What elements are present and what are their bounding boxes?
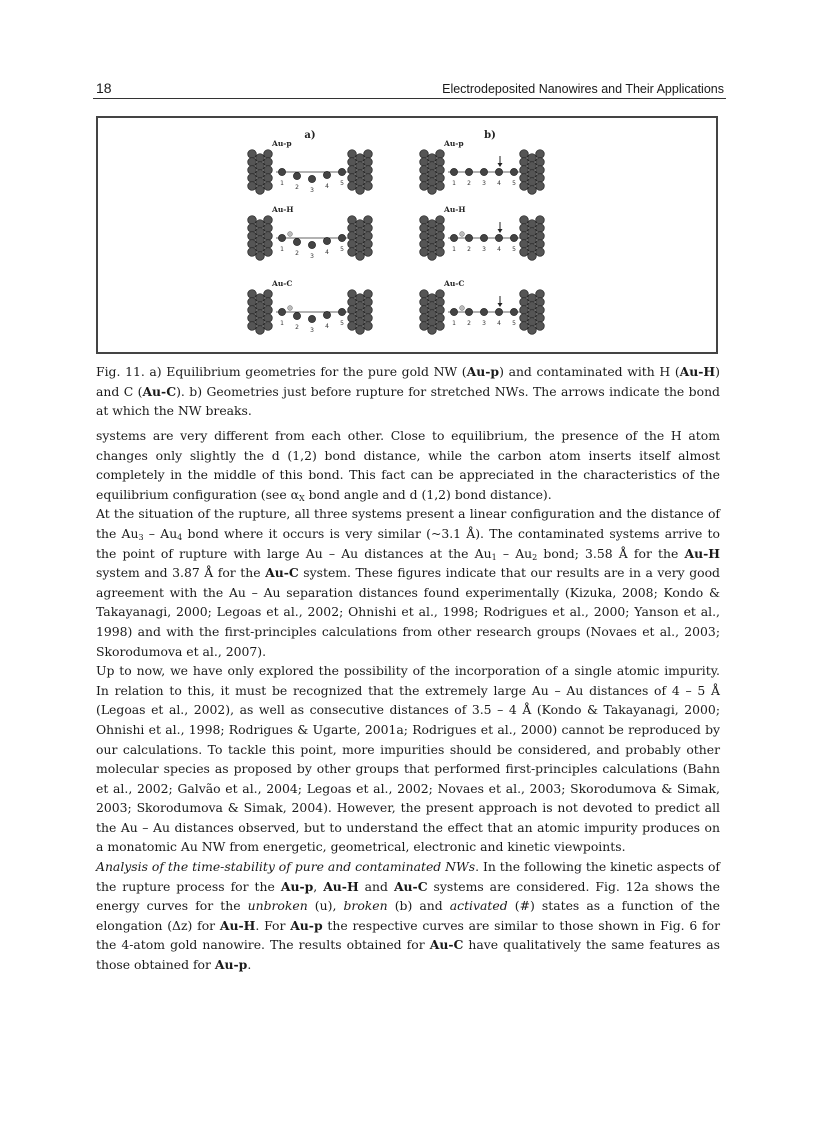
electrode-atom xyxy=(428,252,437,261)
electrode-atom xyxy=(248,306,257,315)
electrode-atom xyxy=(420,158,429,167)
impurity-atom xyxy=(460,306,465,311)
system-label: Au-H xyxy=(444,205,466,214)
electrode-atom xyxy=(536,314,545,323)
electrode-atom xyxy=(264,322,273,331)
atom-number: 5 xyxy=(340,180,344,187)
electrode-atom xyxy=(364,298,373,307)
electrode-atom xyxy=(528,326,537,335)
caption-au-c: Au-C xyxy=(142,383,177,399)
electrode-atom xyxy=(348,322,357,331)
electrode-atom xyxy=(356,154,365,163)
impurity-atom xyxy=(460,232,465,237)
electrode-atom xyxy=(364,166,373,175)
electrode-atom xyxy=(420,314,429,323)
chain-atom xyxy=(510,234,517,241)
atom-number: 5 xyxy=(340,246,344,253)
atom-number: 2 xyxy=(467,246,471,253)
chain-atom xyxy=(323,311,330,318)
rupture-arrow-head xyxy=(498,303,503,307)
electrode-atom xyxy=(248,248,257,257)
electrode-atom xyxy=(256,162,265,171)
electrode-atom xyxy=(520,248,529,257)
atom-number: 1 xyxy=(280,320,284,327)
electrode-atom xyxy=(356,318,365,327)
electrode-atom xyxy=(520,240,529,249)
electrode-atom xyxy=(248,314,257,323)
electrode-atom xyxy=(536,174,545,183)
atom-number: 1 xyxy=(452,180,456,187)
electrode-atom xyxy=(436,224,445,233)
electrode-atom xyxy=(528,294,537,303)
electrode-atom xyxy=(364,232,373,241)
electrode-atom xyxy=(420,174,429,183)
electrode-atom xyxy=(348,298,357,307)
atom-number: 4 xyxy=(325,249,329,256)
electrode-atom xyxy=(248,322,257,331)
system-label: Au-C xyxy=(444,279,465,288)
electrode-atom xyxy=(528,244,537,253)
paragraph-3: Up to now, we have only explored the possibility of the incorporation of a single atomic impurity. In relation to this, it must be recognized that the extremely large Au – Au distances of 4 – 5 Å (Legoas et al., 2002), as well as consecutive distances of 3.5 – 4 Å (Kondo & Takayanagi, 2000; Ohnishi et al., 1998; Rodrigues & Ugarte, 2001a; Rodrigues et al., 2000) cannot be reproduced by our calculations. To tackle this point, more impurities should be considered, and probably other molecular species as proposed by other groups that performed first-principles calculations (Bahn et al., 2002; Galvão et al., 2004; Legoas et al., 2002; Novaes et al., 2003; Skorodumova & Simak, 2003; Skorodumova & Simak, 2004). However, the present approach is not devoted to predict all the Au – Au distances observed, but to understand the effect that an atomic impurity produces on a monatomic Au NW from energetic, geometrical, electronic and kinetic viewpoints. xyxy=(96,663,720,855)
electrode-atom xyxy=(264,174,273,183)
atom-number: 3 xyxy=(482,320,486,327)
electrode-atom xyxy=(528,186,537,195)
electrode-atom xyxy=(528,310,537,319)
electrode-atom xyxy=(420,150,429,159)
caption-au-h: Au-H xyxy=(679,364,716,379)
chain-atom xyxy=(338,308,345,315)
electrode-atom xyxy=(520,158,529,167)
electrode-atom xyxy=(420,306,429,315)
electrode-atom xyxy=(356,178,365,187)
electrode-atom xyxy=(256,252,265,261)
electrode-atom xyxy=(348,240,357,249)
electrode-atom xyxy=(256,186,265,195)
electrode-atom xyxy=(520,232,529,241)
electrode-atom xyxy=(520,322,529,331)
electrode-atom xyxy=(436,290,445,299)
electrode-atom xyxy=(536,166,545,175)
electrode-atom xyxy=(256,170,265,179)
section-heading: Analysis of the time-stability of pure and contaminated NWs xyxy=(96,859,476,875)
chain-atom xyxy=(278,168,285,175)
electrode-atom xyxy=(520,174,529,183)
atom-number: 2 xyxy=(295,184,299,191)
electrode-atom xyxy=(420,182,429,191)
electrode-atom xyxy=(436,298,445,307)
atom-number: 4 xyxy=(497,246,501,253)
chain-atom xyxy=(308,315,315,322)
panel-a-label: a) xyxy=(304,130,316,141)
atom-number: 5 xyxy=(512,180,516,187)
electrode-atom xyxy=(348,216,357,225)
electrode-atom xyxy=(364,248,373,257)
chain-atom xyxy=(480,308,487,315)
electrode-atom xyxy=(356,162,365,171)
system-label: Au-p xyxy=(272,139,292,148)
chain-atom xyxy=(510,168,517,175)
figure-11 xyxy=(96,116,718,354)
chain-atom xyxy=(495,308,502,315)
atom-number: 5 xyxy=(512,246,516,253)
electrode-atom xyxy=(356,244,365,253)
electrode-atom xyxy=(256,302,265,311)
electrode-atom xyxy=(428,318,437,327)
electrode-atom xyxy=(356,252,365,261)
chain-atom xyxy=(323,171,330,178)
electrode-atom xyxy=(356,310,365,319)
nanowire-geometries-diagram xyxy=(98,118,716,352)
electrode-atom xyxy=(420,216,429,225)
atom-number: 3 xyxy=(310,327,314,334)
electrode-atom xyxy=(348,166,357,175)
electrode-atom xyxy=(428,220,437,229)
chain-atom xyxy=(495,234,502,241)
electrode-atom xyxy=(264,240,273,249)
electrode-atom xyxy=(248,166,257,175)
electrode-atom xyxy=(248,216,257,225)
chain-atom xyxy=(308,175,315,182)
electrode-atom xyxy=(528,236,537,245)
electrode-atom xyxy=(428,302,437,311)
electrode-atom xyxy=(528,162,537,171)
atom-number: 5 xyxy=(512,320,516,327)
atom-number: 1 xyxy=(280,180,284,187)
electrode-atom xyxy=(520,306,529,315)
electrode-atom xyxy=(520,298,529,307)
impurity-atom xyxy=(288,306,293,311)
electrode-atom xyxy=(436,166,445,175)
electrode-atom xyxy=(256,244,265,253)
electrode-atom xyxy=(256,236,265,245)
electrode-atom xyxy=(520,216,529,225)
chain-atom xyxy=(293,312,300,319)
electrode-atom xyxy=(536,290,545,299)
electrode-atom xyxy=(520,290,529,299)
electrode-atom xyxy=(248,158,257,167)
chain-atom xyxy=(465,308,472,315)
electrode-atom xyxy=(428,170,437,179)
atom-number: 4 xyxy=(497,180,501,187)
electrode-atom xyxy=(348,158,357,167)
impurity-atom xyxy=(288,232,293,237)
electrode-atom xyxy=(356,326,365,335)
electrode-atom xyxy=(420,166,429,175)
electrode-atom xyxy=(364,322,373,331)
electrode-atom xyxy=(264,306,273,315)
electrode-atom xyxy=(536,182,545,191)
electrode-atom xyxy=(536,240,545,249)
atom-number: 3 xyxy=(310,253,314,260)
electrode-atom xyxy=(520,314,529,323)
electrode-atom xyxy=(348,290,357,299)
electrode-atom xyxy=(356,220,365,229)
atom-number: 2 xyxy=(295,250,299,257)
rupture-arrow-head xyxy=(498,229,503,233)
electrode-atom xyxy=(536,322,545,331)
electrode-atom xyxy=(436,150,445,159)
chain-atom xyxy=(480,234,487,241)
electrode-atom xyxy=(428,310,437,319)
caption-au-p: Au-p xyxy=(466,364,500,379)
chain-atom xyxy=(450,168,457,175)
electrode-atom xyxy=(420,290,429,299)
electrode-atom xyxy=(248,150,257,159)
electrode-atom xyxy=(264,166,273,175)
electrode-atom xyxy=(428,186,437,195)
electrode-atom xyxy=(364,290,373,299)
chain-atom xyxy=(480,168,487,175)
electrode-atom xyxy=(264,290,273,299)
electrode-atom xyxy=(436,216,445,225)
electrode-atom xyxy=(528,318,537,327)
electrode-atom xyxy=(364,240,373,249)
electrode-atom xyxy=(348,248,357,257)
chain-atom xyxy=(338,168,345,175)
electrode-atom xyxy=(520,224,529,233)
electrode-atom xyxy=(348,182,357,191)
chain-atom xyxy=(338,234,345,241)
electrode-atom xyxy=(428,244,437,253)
chain-atom xyxy=(323,237,330,244)
electrode-atom xyxy=(256,154,265,163)
paragraph-4: Analysis of the time-stability of pure and contaminated NWs. In the following the kinetic aspects of the rupture process for the Au-p, Au-H and Au-C systems are considered. Fig. 12a shows the energy curves for the unbroken (u), broken (b) and activated (#) states as a function of the elongation (Δz) for Au-H. For Au-p the respective curves are similar to those shown in Fig. 6 for the 4-atom gold nanowire. The results obtained for Au-C have qualitatively the same features as those obtained for Au-p. xyxy=(96,859,720,973)
atom-number: 4 xyxy=(497,320,501,327)
electrode-atom xyxy=(536,150,545,159)
electrode-atom xyxy=(264,158,273,167)
electrode-atom xyxy=(348,306,357,315)
chain-atom xyxy=(450,308,457,315)
electrode-atom xyxy=(436,182,445,191)
electrode-atom xyxy=(348,150,357,159)
header-rule xyxy=(93,98,726,99)
atom-number: 4 xyxy=(325,323,329,330)
rupture-arrow-head xyxy=(498,163,503,167)
electrode-atom xyxy=(248,298,257,307)
electrode-atom xyxy=(264,224,273,233)
atom-number: 3 xyxy=(310,187,314,194)
atom-number: 1 xyxy=(452,320,456,327)
electrode-atom xyxy=(436,158,445,167)
electrode-atom xyxy=(364,224,373,233)
chain-atom xyxy=(278,308,285,315)
electrode-atom xyxy=(520,150,529,159)
atom-number: 2 xyxy=(467,320,471,327)
electrode-atom xyxy=(428,228,437,237)
system-label: Au-C xyxy=(272,279,293,288)
electrode-atom xyxy=(428,162,437,171)
panel-b-label: b) xyxy=(484,130,496,141)
electrode-atom xyxy=(356,170,365,179)
electrode-atom xyxy=(536,224,545,233)
electrode-atom xyxy=(364,314,373,323)
atom-number: 3 xyxy=(482,246,486,253)
electrode-atom xyxy=(428,178,437,187)
electrode-atom xyxy=(264,248,273,257)
electrode-atom xyxy=(256,220,265,229)
electrode-atom xyxy=(248,182,257,191)
electrode-atom xyxy=(264,298,273,307)
chain-atom xyxy=(308,241,315,248)
electrode-atom xyxy=(536,298,545,307)
electrode-atom xyxy=(356,236,365,245)
electrode-atom xyxy=(528,228,537,237)
electrode-atom xyxy=(528,252,537,261)
electrode-atom xyxy=(256,310,265,319)
electrode-atom xyxy=(256,318,265,327)
atom-number: 2 xyxy=(295,324,299,331)
chain-atom xyxy=(293,238,300,245)
electrode-atom xyxy=(520,166,529,175)
running-title: Electrodeposited Nanowires and Their Applications xyxy=(442,82,724,96)
atom-number: 3 xyxy=(482,180,486,187)
electrode-atom xyxy=(428,154,437,163)
chain-atom xyxy=(465,168,472,175)
chain-atom xyxy=(450,234,457,241)
chain-atom xyxy=(465,234,472,241)
atom-number: 1 xyxy=(280,246,284,253)
electrode-atom xyxy=(348,232,357,241)
electrode-atom xyxy=(528,302,537,311)
electrode-atom xyxy=(264,314,273,323)
electrode-atom xyxy=(528,154,537,163)
electrode-atom xyxy=(348,224,357,233)
electrode-atom xyxy=(436,314,445,323)
electrode-atom xyxy=(420,232,429,241)
chain-atom xyxy=(293,172,300,179)
paragraph-2: At the situation of the rupture, all three systems present a linear configuration and the distance of the $Au_3 - Au_4$ bond where it occurs is very similar (~3.1 Å). The contaminated systems arrive to the point of rupture with large Au – Au distances at the $Au_1 - Au_2$ bond; 3.58 Å for the Au-H system and 3.87 Å for the Au-C system. These figures indicate that our results are in a very good agreement with the Au – Au separation distances found experimentally (Kizuka, 2008; Kondo & Takayanagi, 2000; Legoas et al., 2002; Ohnishi et al., 1998; Rodrigues et al., 2000; Yanson et al., 1998) and with the first-principles calculations from other research groups (Novaes et al., 2003; Skorodumova et al., 2007). xyxy=(96,506,720,659)
body-text xyxy=(96,426,720,975)
electrode-atom xyxy=(536,306,545,315)
electrode-atom xyxy=(264,182,273,191)
figure-caption: Fig. 11. a) Equilibrium geometries for the pure gold NW (Au-p) and contaminated with H (Au-H) and C (Au-C). b) Geometries just before rupture for stretched NWs. The arrows indicate the bond at which the NW breaks. xyxy=(96,364,720,419)
electrode-atom xyxy=(364,182,373,191)
electrode-atom xyxy=(364,150,373,159)
paragraph-1: systems are very different from each other. Close to equilibrium, the presence of the H atom changes only slightly the d (1,2) bond distance, while the carbon atom inserts itself almost completely in the middle of this bond. This fact can be appreciated in the characteristics of the equilibrium configuration (see $\alpha_X$ bond angle and d (1,2) bond distance). xyxy=(96,428,720,503)
electrode-atom xyxy=(256,178,265,187)
electrode-atom xyxy=(436,174,445,183)
electrode-atom xyxy=(428,294,437,303)
electrode-atom xyxy=(520,182,529,191)
electrode-atom xyxy=(428,236,437,245)
electrode-atom xyxy=(436,248,445,257)
electrode-atom xyxy=(420,240,429,249)
atom-number: 1 xyxy=(452,246,456,253)
chain-atom xyxy=(278,234,285,241)
electrode-atom xyxy=(436,322,445,331)
electrode-atom xyxy=(356,294,365,303)
electrode-atom xyxy=(420,298,429,307)
electrode-atom xyxy=(436,240,445,249)
electrode-atom xyxy=(356,186,365,195)
system-label: Au-H xyxy=(272,205,294,214)
electrode-atom xyxy=(420,248,429,257)
page-number: 18 xyxy=(96,80,112,96)
electrode-atom xyxy=(256,228,265,237)
electrode-atom xyxy=(364,174,373,183)
electrode-atom xyxy=(348,314,357,323)
electrode-atom xyxy=(256,294,265,303)
electrode-atom xyxy=(428,326,437,335)
electrode-atom xyxy=(256,326,265,335)
electrode-atom xyxy=(264,232,273,241)
electrode-atom xyxy=(248,174,257,183)
electrode-atom xyxy=(420,224,429,233)
atom-number: 5 xyxy=(340,320,344,327)
electrode-atom xyxy=(348,174,357,183)
electrode-atom xyxy=(356,302,365,311)
electrode-atom xyxy=(528,178,537,187)
electrode-atom xyxy=(364,306,373,315)
electrode-atom xyxy=(536,216,545,225)
electrode-atom xyxy=(436,306,445,315)
electrode-atom xyxy=(364,216,373,225)
system-label: Au-p xyxy=(444,139,464,148)
atom-number: 2 xyxy=(467,180,471,187)
electrode-atom xyxy=(248,232,257,241)
electrode-atom xyxy=(364,158,373,167)
electrode-atom xyxy=(356,228,365,237)
electrode-atom xyxy=(264,150,273,159)
electrode-atom xyxy=(536,232,545,241)
electrode-atom xyxy=(536,158,545,167)
electrode-atom xyxy=(264,216,273,225)
atom-number: 4 xyxy=(325,183,329,190)
chain-atom xyxy=(510,308,517,315)
electrode-atom xyxy=(248,240,257,249)
chain-atom xyxy=(495,168,502,175)
electrode-atom xyxy=(536,248,545,257)
electrode-atom xyxy=(528,220,537,229)
electrode-atom xyxy=(436,232,445,241)
electrode-atom xyxy=(248,224,257,233)
electrode-atom xyxy=(420,322,429,331)
electrode-atom xyxy=(528,170,537,179)
electrode-atom xyxy=(248,290,257,299)
